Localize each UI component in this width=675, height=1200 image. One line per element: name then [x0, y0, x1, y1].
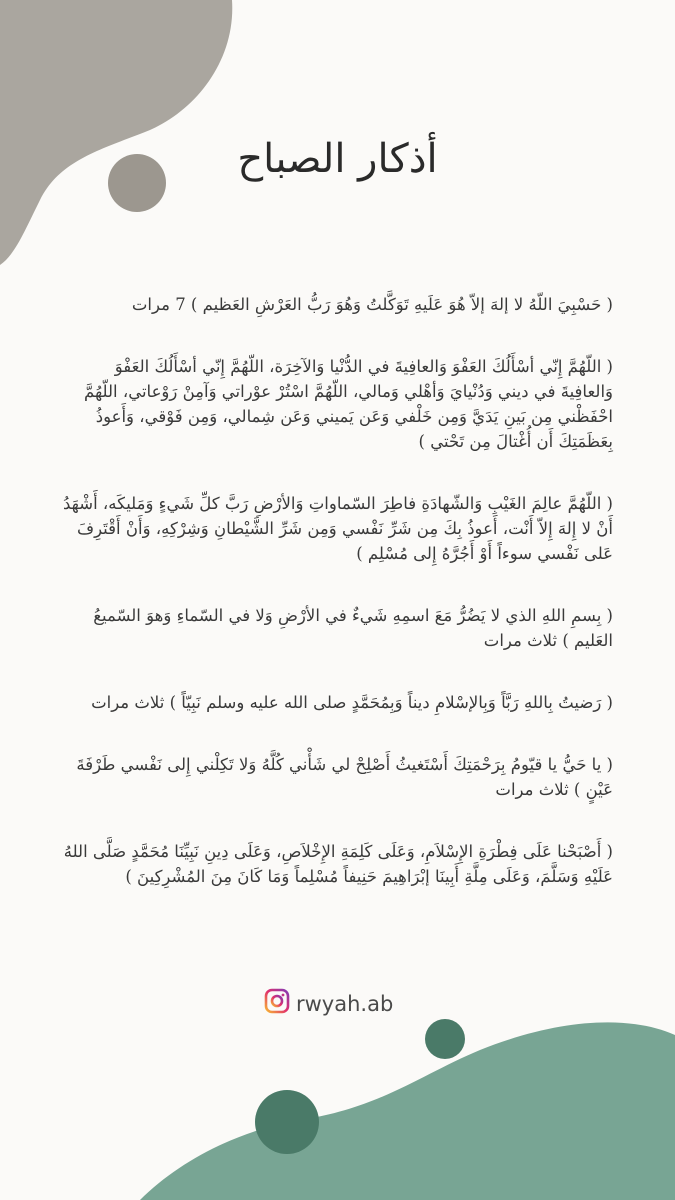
dua-3: ( اللّهُمَّ عالِمَ الغَيْبِ وَالشّهادَةِ فاطِرَ السّماواتِ وَالأرْضِ رَبَّ كلِّ شَيءٍ وَمَليكَه، أَشْهَدُ أَنْ لا إِلهَ إِلاّ أَنْت، أَعوذُ بِكَ مِن شَرِّ نَفْسي وَمِن شَرِّ الشَّيْطانِ وَشِرْكِهِ، وَأَنْ أَقْتَرِفَ عَلى نَفْسي سوءاً أَوْ أَجُرَّهُ إِلى مُسْلِم ): [62, 494, 613, 563]
green-dot-large: [255, 1090, 319, 1154]
top-left-gray-blob: [0, 0, 232, 265]
dua-5: ( رَضيتُ بِاللهِ رَبَّاً وَبِالإسْلامِ ديناً وَبِمُحَمَّدٍ صلى الله عليه وسلم نَبِيّاً ) ثلاث مرات: [91, 693, 613, 712]
dua-1: ( حَسْبِيَ اللّهُ لا إلهَ إلاّ هُوَ عَلَيهِ تَوَكَّلتُ وَهُوَ رَبُّ العَرْشِ العَظيم ) 7 مرات: [131, 295, 613, 314]
bottom-right-green-blob: [140, 1022, 675, 1200]
adhkar-list: [62, 292, 613, 926]
dua-4: ( بِسمِ اللهِ الذي لا يَضُرُّ مَعَ اسمِهِ شَيءٌ في الأرْضِ وَلا في السّماءِ وَهوَ السّميعُ العَليم ) ثلاث مرات: [93, 606, 613, 650]
page-title: أذكار الصباح: [237, 136, 438, 182]
instagram-handle-text: rwyah.ab: [296, 991, 394, 1016]
dua-7: ( أَصْبَحْنا عَلَى فِطْرَةِ الإِسْلاَمِ، وَعَلَى كَلِمَةِ الإِخْلاَصِ، وَعَلَى دِينِ نَبِيِّنَا مُحَمَّدٍ صَلَّى اللهُ عَلَيْهِ وَسَلَّمَ، وَعَلَى مِلَّةِ أَبِينَا إبْرَاهِيمَ حَنِيفاً مُسْلِماً وَمَا كَانَ مِنَ المُشْرِكِينَ ): [63, 842, 613, 886]
dua-2: ( اللّهُمَّ إِنّي أسْأَلُكَ العَفْوَ وَالعافِيةَ في الدُّنْيا وَالآخِرَة، اللّهُمَّ إِنّي أسْأَلُكَ العَفْوَ وَالعافِيةَ في ديني وَدُنْيايَ وَأهْلي وَمالي، اللّهُمَّ اسْتُرْ عوْراتي وَآمِنْ رَوْعاتي، اللّهُمَّ احْفَظْني مِن بَينِ يَدَيَّ وَمِن خَلْفي وَعَن يَميني وَعَن شِمالي، وَمِن فَوْقي، وَأَعوذُ بِعَظَمَتِكَ أَن أُغْتالَ مِن تَحْتي ): [83, 357, 613, 451]
instagram-handle[interactable]: [264, 988, 393, 1019]
instagram-icon: [264, 988, 290, 1019]
green-dot-small: [425, 1019, 465, 1059]
dua-6: ( يا حَيُّ يا قيّومُ بِرَحْمَتِكَ أَسْتَغيثُ أَصْلِحْ لي شَأْني كُلَّهُ وَلا تَكِلْني إِلى نَفْسي طَرْفَةَ عَيْنٍ ) ثلاث مرات: [76, 755, 613, 799]
